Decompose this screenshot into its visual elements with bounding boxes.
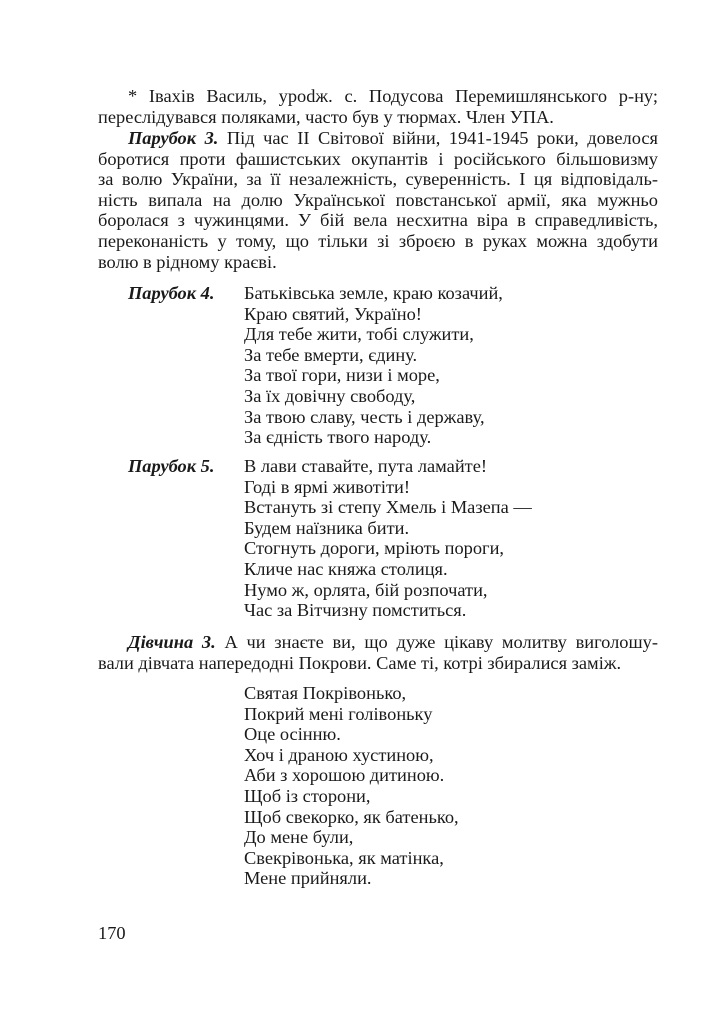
- footnote-line: * Івахів Василь, урodж. с. Подусова Перемишлянського р-ну;: [128, 86, 658, 106]
- verse-lines: [244, 456, 532, 621]
- verse-line: Для тебе жити, тобі служити,: [244, 324, 474, 345]
- paragraph-divchyna-3: [98, 632, 658, 673]
- verse-line: Нумо ж, орлята, бій розпочати,: [244, 579, 488, 600]
- verse-line: До мене були,: [244, 827, 354, 848]
- paragraph-line: боролася з чужинцями. У бій вела несхитна віра в справедливість,: [98, 210, 658, 231]
- paragraph-first-line: [98, 128, 658, 149]
- verse-line: Батьківська земле, краю козачий,: [244, 283, 503, 303]
- verse-line: Щоб свекорко, як батенько,: [244, 806, 459, 827]
- verse-line: Щоб із сторони,: [244, 785, 371, 806]
- verse-line: Стогнуть дороги, мріють пороги,: [244, 538, 505, 559]
- page-number: 170: [98, 923, 126, 943]
- paragraph-line: за волю України, за її незалежність, суверенність. І ця відповідаль-: [98, 169, 658, 190]
- verse-line: За тебе вмерти, єдину.: [244, 344, 418, 365]
- verse-line: Свекрівонька, як матінка,: [244, 847, 444, 868]
- verse-line: За твою славу, честь і державу,: [244, 406, 485, 427]
- footnote: [98, 86, 658, 127]
- verse-line: За їх довічну свободу,: [244, 385, 416, 406]
- paragraph-line: боротися проти фашистських окупантів і російського більшовизму: [98, 148, 658, 169]
- paragraph-line: вали дівчата напередодні Покрови. Саме ті, котрі збиралися заміж.: [98, 652, 622, 673]
- verse-line: В лави ставайте, пута ламайте!: [244, 456, 487, 476]
- verse-line: Покрий мені голівоньку: [244, 703, 433, 724]
- paragraph-line: ність випала на долю Української повстанської армії, яка мужньо: [98, 189, 658, 210]
- verse-line: Аби з хорошою дитиною.: [244, 765, 445, 786]
- paragraph-text: А чи знаєте ви, що дуже цікаву молитву виголошу-: [215, 632, 658, 652]
- verse-line: Годі в ярмі животіти!: [244, 476, 410, 497]
- verse-line: Оце осінню.: [244, 724, 341, 745]
- verse-line: Мене прийняли.: [244, 868, 372, 889]
- verse-line: Краю святий, Україно!: [244, 303, 422, 324]
- paragraph-text: Під час II Світової війни, 1941-1945 роки, довелося: [218, 128, 658, 148]
- paragraph-line: переконаність у тому, що тільки зі зброєю в руках можна здобути: [98, 230, 658, 251]
- verse-line: За єдність твого народу.: [244, 427, 432, 448]
- verse-lines: [244, 283, 503, 448]
- speaker-name: Дівчина 3.: [128, 632, 216, 652]
- verse-line: Час за Вітчизну помститься.: [244, 600, 467, 621]
- speaker-name: Парубок 5.: [128, 456, 215, 476]
- verse-line: Хоч і драною хустиною,: [244, 744, 434, 765]
- footnote-line: переслідувався поляками, часто був у тюрмах. Член УПА.: [98, 106, 554, 127]
- speaker-name: Парубок 3.: [128, 128, 219, 148]
- verse-line: Кличе нас княжа столиця.: [244, 558, 448, 579]
- verse-line: Будем наїзника бити.: [244, 517, 410, 538]
- speaker-name: Парубок 4.: [128, 283, 215, 303]
- paragraph-first-line: [98, 632, 658, 653]
- verse-line: Святая Покрівонько,: [244, 683, 407, 703]
- paragraph-line: волю в рідному краєві.: [98, 251, 277, 272]
- verse-lines: [244, 683, 459, 889]
- verse-line: За твої гори, низи і море,: [244, 365, 440, 386]
- verse-line: Встануть зі степу Хмель і Мазепа —: [244, 497, 532, 518]
- paragraph-parubok-3: [98, 128, 658, 272]
